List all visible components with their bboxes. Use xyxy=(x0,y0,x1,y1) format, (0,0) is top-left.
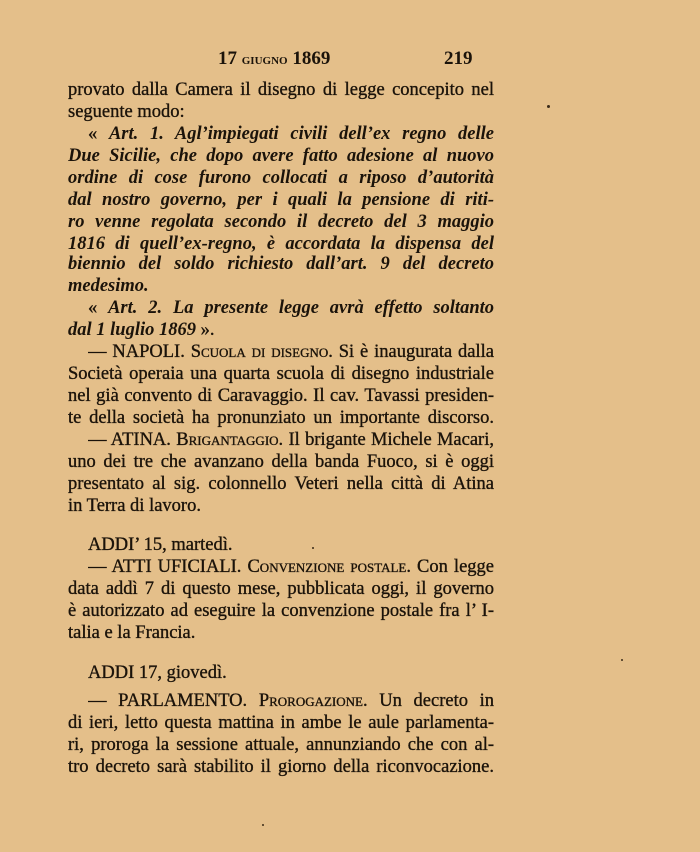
header-year: 1869 xyxy=(292,48,331,69)
text-line xyxy=(88,297,494,319)
italic-text: biennio del soldo richiesto dall’art. 9 del decreto xyxy=(68,254,494,274)
text-segment: . Un decreto in xyxy=(362,691,494,711)
italic-text: medesimo. xyxy=(68,276,149,296)
text-segment: — ATINA. xyxy=(88,430,177,450)
text-line xyxy=(68,407,494,429)
header-month: giugno xyxy=(241,52,288,68)
text-segment: . Il brigante Michele Macari, xyxy=(278,430,494,450)
text-line xyxy=(68,319,494,341)
text-line xyxy=(68,145,494,167)
running-header-date xyxy=(218,48,330,70)
italic-text: Art. 2. La presente legge avrà effetto soltanto xyxy=(108,298,494,318)
italic-text: ro venne regolata secondo il decreto del 3 maggio xyxy=(68,212,494,232)
text-line xyxy=(68,385,494,407)
text-line xyxy=(68,712,494,734)
italic-text: ordine di cose furono collocati a riposo d’autorità xyxy=(68,168,494,188)
header-day: 17 xyxy=(218,48,237,69)
text-segment: — NAPOLI. xyxy=(88,342,191,362)
text-line xyxy=(88,690,494,712)
text-segment: presentato al sig. colonnello Veteri nella città di Atina xyxy=(68,474,494,494)
text-line xyxy=(88,662,494,684)
text-line xyxy=(68,189,494,211)
text-line xyxy=(68,211,494,233)
text-line xyxy=(68,253,494,275)
italic-text: dal nostro governo, per i quali la pensione di riti- xyxy=(68,190,494,210)
text-line xyxy=(68,578,494,600)
text-segment: uno dei tre che avanzano della banda Fuoco, si è oggi xyxy=(68,452,494,472)
text-line xyxy=(68,622,494,644)
text-segment: . Si è inaugurata dalla xyxy=(328,342,494,362)
text-segment: seguente modo: xyxy=(68,102,185,122)
text-segment: in Terra di lavoro. xyxy=(68,496,201,516)
text-segment: — ATTI UFICIALI. xyxy=(88,557,248,577)
text-line xyxy=(68,275,494,297)
small-caps-heading: Brigantaggio xyxy=(176,430,279,450)
text-segment: Società operaia una quarta scuola di disegno industriale xyxy=(68,364,494,384)
text-line xyxy=(68,363,494,385)
text-segment: ADDI’ 15, martedì. xyxy=(88,535,233,555)
text-line xyxy=(68,167,494,189)
small-caps-heading: Scuola di disegno xyxy=(190,342,329,362)
text-line xyxy=(68,451,494,473)
text-segment: di ieri, letto questa mattina in ambe le aule parlamenta- xyxy=(68,713,494,733)
text-segment: tro decreto sarà stabilito il giorno della riconvocazione. xyxy=(68,757,494,777)
text-segment: talia e la Francia. xyxy=(68,623,196,643)
text-line xyxy=(68,233,494,255)
text-line xyxy=(68,473,494,495)
text-line xyxy=(88,123,494,145)
text-line xyxy=(88,556,494,578)
scan-speck xyxy=(547,105,550,108)
italic-text: 1816 di quell’ex-regno, è accordata la dispensa del xyxy=(68,234,494,254)
text-segment: « xyxy=(88,124,109,144)
text-segment: data addì 7 di questo mese, pubblicata oggi, il governo xyxy=(68,579,494,599)
text-segment: te della società ha pronunziato un importante discorso. xyxy=(68,408,494,428)
scan-speck xyxy=(621,659,623,661)
italic-text: Due Sicilie, che dopo avere fatto adesione al nuovo xyxy=(68,146,494,166)
small-caps-heading: Prorogazione xyxy=(258,691,363,711)
text-segment: . Con legge xyxy=(406,557,494,577)
text-segment: è autorizzato ad eseguire la convenzione postale fra l’ I- xyxy=(68,601,494,621)
text-segment: provato dalla Camera il disegno di legge concepito nel xyxy=(68,80,494,100)
text-line xyxy=(68,756,494,778)
scan-speck xyxy=(312,547,314,549)
text-line xyxy=(68,101,494,123)
text-segment: ADDI 17, giovedì. xyxy=(88,663,227,683)
text-line xyxy=(68,600,494,622)
scan-speck xyxy=(262,824,264,826)
italic-text: dal 1 luglio 1869 xyxy=(68,320,196,340)
text-line xyxy=(68,734,494,756)
italic-text: Art. 1. Agl’impiegati civili dell’ex regno delle xyxy=(108,124,494,144)
text-line xyxy=(88,534,494,556)
text-segment: nel già convento di Caravaggio. Il cav. Tavassi presiden- xyxy=(68,386,494,406)
text-segment: ri, proroga la sessione attuale, annunziando che con al- xyxy=(68,735,494,755)
text-segment: « xyxy=(88,298,109,318)
text-line xyxy=(68,495,494,517)
text-line xyxy=(88,341,494,363)
text-segment: — PARLAMENTO. xyxy=(88,691,259,711)
small-caps-heading: Convenzione postale xyxy=(247,557,407,577)
text-line xyxy=(88,429,494,451)
text-line xyxy=(68,79,494,101)
text-segment: ». xyxy=(195,320,215,340)
page-number: 219 xyxy=(444,48,473,69)
